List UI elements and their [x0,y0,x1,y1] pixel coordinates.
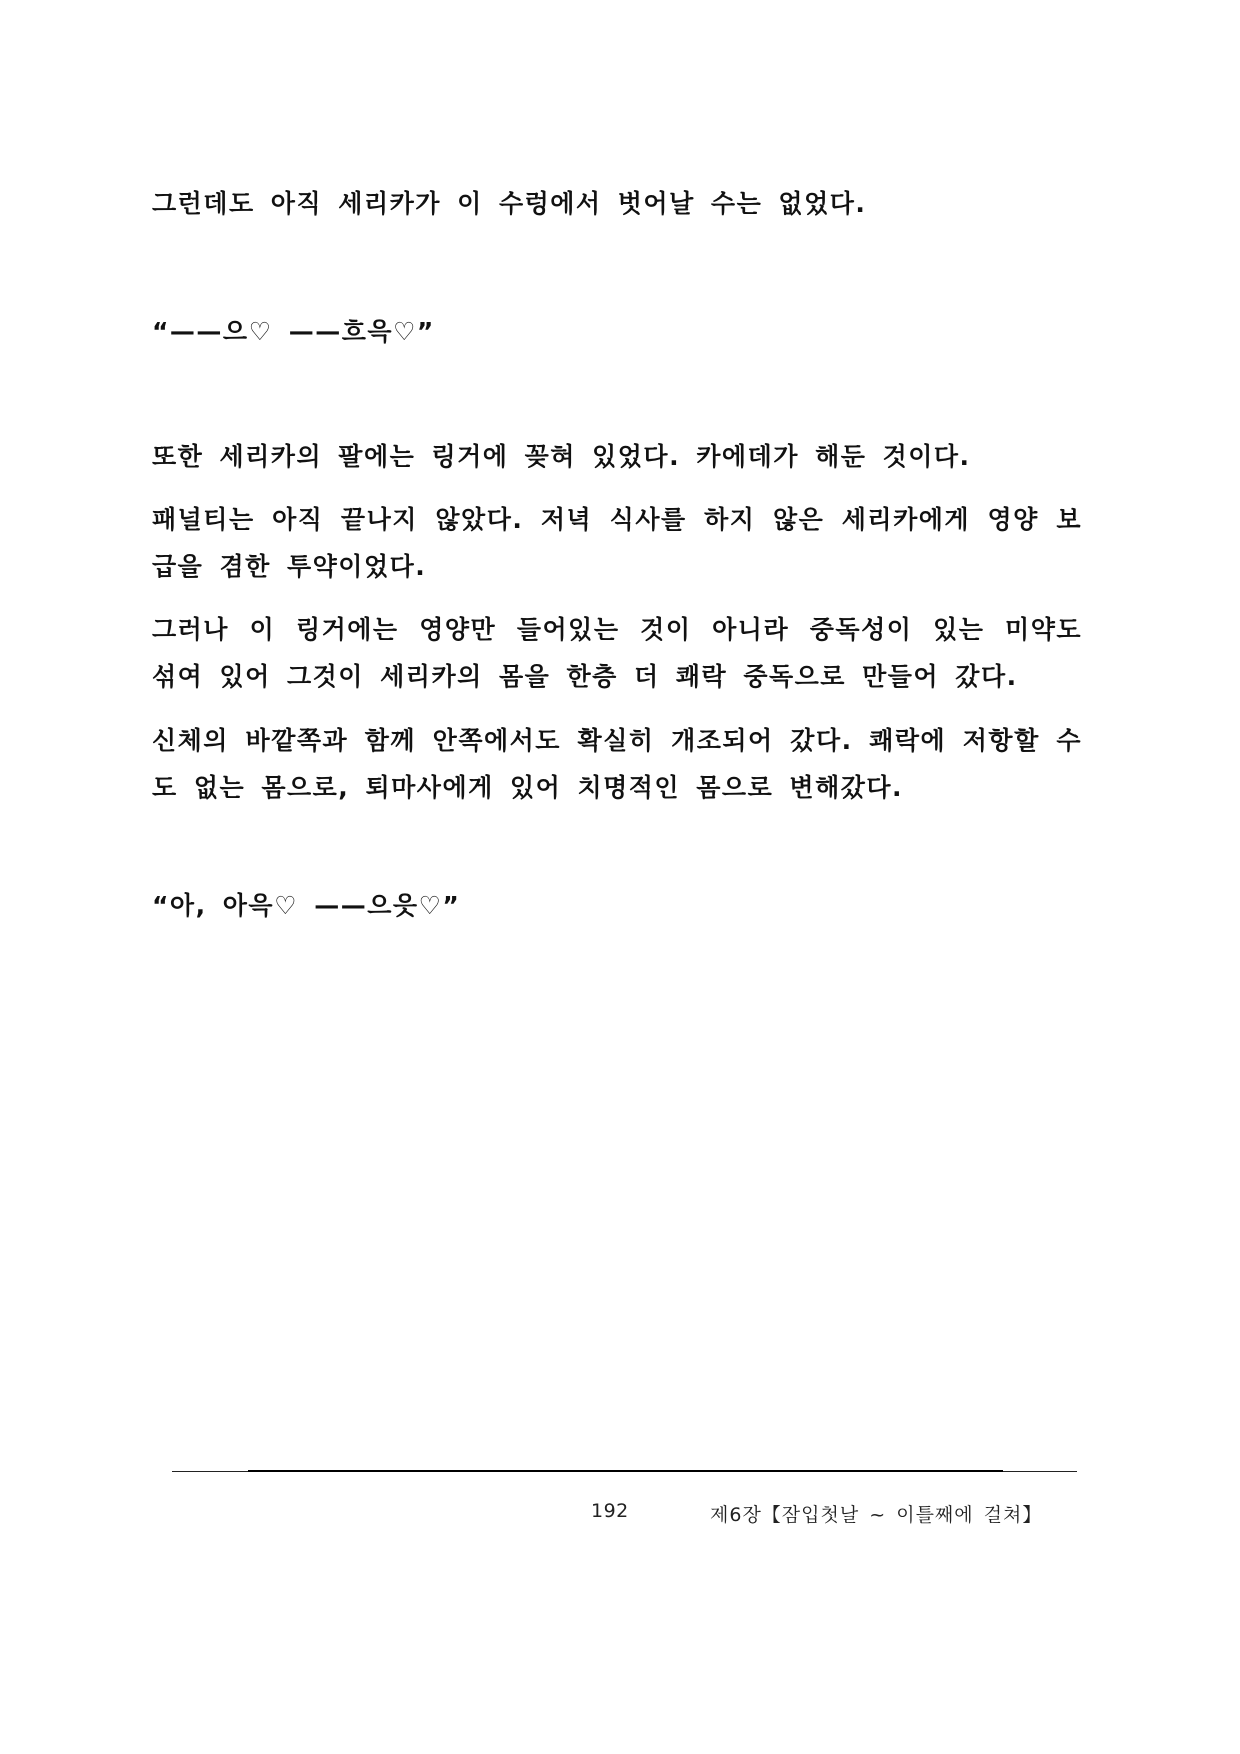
paragraph-3: 패널티는 아직 끝나지 않았다. 저녁 식사를 하지 않은 세리카에게 영양 보급을 겸한 투약이었다. [152,505,1082,581]
paragraph-4: 그러나 이 링거에는 영양만 들어있는 것이 아니라 중독성이 있는 미약도 섞여 있어 그것이 세리카의 몸을 한층 더 쾌락 중독으로 만들어 갔다. [152,615,1082,691]
chapter-title: 제6장【잠입첫날 ~ 이틀째에 걸쳐】 [710,1504,1043,1526]
paragraph-2: 또한 세리카의 팔에는 링거에 꽂혀 있었다. 카에데가 해둔 것이다. [152,442,971,471]
dialogue-2: “아, 아윽♡ ——으읏♡” [152,891,461,920]
footer-divider-thick [248,1470,1003,1472]
page-number: 192 [591,1500,629,1522]
dialogue-1: “——으♡ ——흐윽♡” [152,317,435,346]
paragraph-1: 그런데도 아직 세리카가 이 수렁에서 벗어날 수는 없었다. [152,189,867,218]
paragraph-5: 신체의 바깥쪽과 함께 안쪽에서도 확실히 개조되어 갔다. 쾌락에 저항할 수도 없는 몸으로, 퇴마사에게 있어 치명적인 몸으로 변해갔다. [152,726,1082,802]
